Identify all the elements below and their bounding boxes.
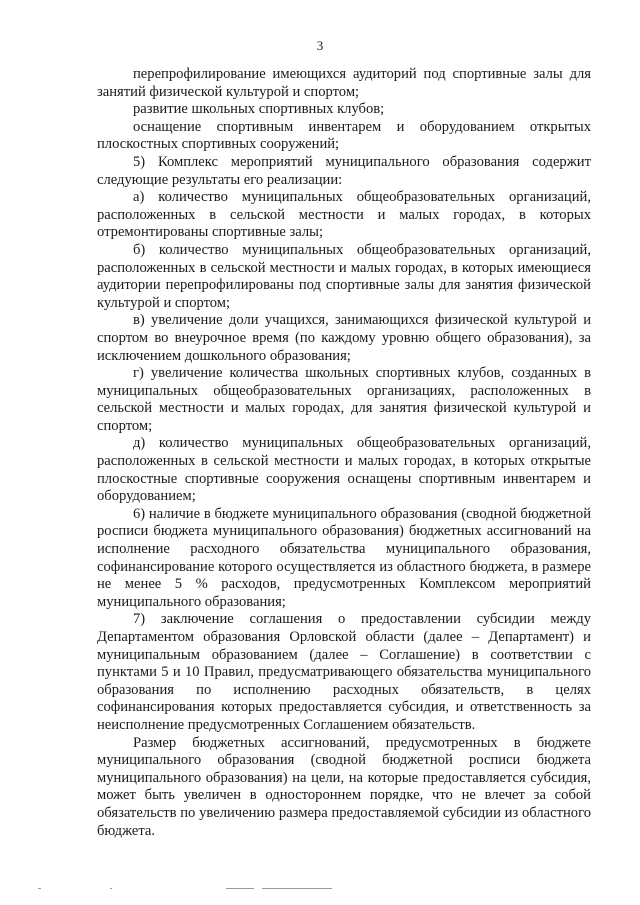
- paragraph-9: д) количество муниципальных общеобразовательных организаций, расположенных в сельской местности и малых городах, в которых открытые плоскостные спортивные сооружения оснащены спортивным инвентарем и оборудованием;: [97, 435, 591, 505]
- paragraph-4: 5) Комплекс мероприятий муниципального образования содержит следующие результаты его реализации:: [97, 153, 591, 188]
- paragraph-1: перепрофилирование имеющихся аудиторий под спортивные залы для занятий физической культурой и спортом;: [97, 66, 591, 100]
- page-number: 3: [316, 38, 324, 53]
- paragraph-8: г) увеличение количества школьных спортивных клубов, созданных в муниципальных общеобразовательных организациях, расположенных в сельской местности и малых городах, для занятия физической культурой и спортом;: [97, 365, 591, 434]
- paragraph-5: а) количество муниципальных общеобразовательных организаций, расположенных в сельской местности и малых городах, в которых отремонтированы спортивные залы;: [97, 189, 591, 241]
- scan-mark: [226, 888, 254, 889]
- paragraph-12: Размер бюджетных ассигнований, предусмотренных в бюджете муниципального образования (сводной бюджетной росписи бюджета муниципального образования) на цели, на которые предоставляется субсидия, может быть увеличен в одностороннем порядке, что не влечет за собой обязательств по увеличению размера предоставляемой субсидии из областного бюджета.: [97, 734, 591, 839]
- paragraph-3: оснащение спортивным инвентарем и оборудованием открытых плоскостных спортивных сооружений;: [97, 118, 591, 153]
- paragraph-2: развитие школьных спортивных клубов;: [133, 101, 385, 118]
- scan-artifacts: [0, 885, 640, 893]
- paragraph-11: 7) заключение соглашения о предоставлении субсидии между Департаментом образования Орловской области (далее – Департамент) и муниципальным образованием (далее – Соглашение) в соответствии с пунктами 5 и 10 Правил, предусматривающего обязательства муниципального образования по исполнению расходных обязательств, в целях софинансирования которых предоставляется субсидия, и ответственность за неисполнение предусмотренных Соглашением обязательств.: [97, 611, 591, 733]
- paragraph-10: 6) наличие в бюджете муниципального образования (сводной бюджетной росписи бюджета муниципального образования) бюджетных ассигнований на исполнение расходного обязательства муниципального образования, софинансирование которого осуществляется из областного бюджета, в размере не менее 5 % расходов, предусмотренных Комплексом мероприятий муниципального образования;: [97, 505, 591, 610]
- scan-mark: [110, 888, 112, 889]
- scan-mark: [38, 888, 41, 889]
- paragraph-7: в) увеличение доли учащихся, занимающихся физической культурой и спортом во внеурочное время (по каждому уровню общего образования), за исключением дошкольного образования;: [97, 312, 591, 364]
- document-body: [97, 66, 591, 840]
- scan-mark: [262, 888, 332, 889]
- paragraph-6: б) количество муниципальных общеобразовательных организаций, расположенных в сельской местности и малых городах, в которых имеющиеся аудитории перепрофилированы под спортивные залы для занятия физической культурой и спортом;: [97, 241, 591, 311]
